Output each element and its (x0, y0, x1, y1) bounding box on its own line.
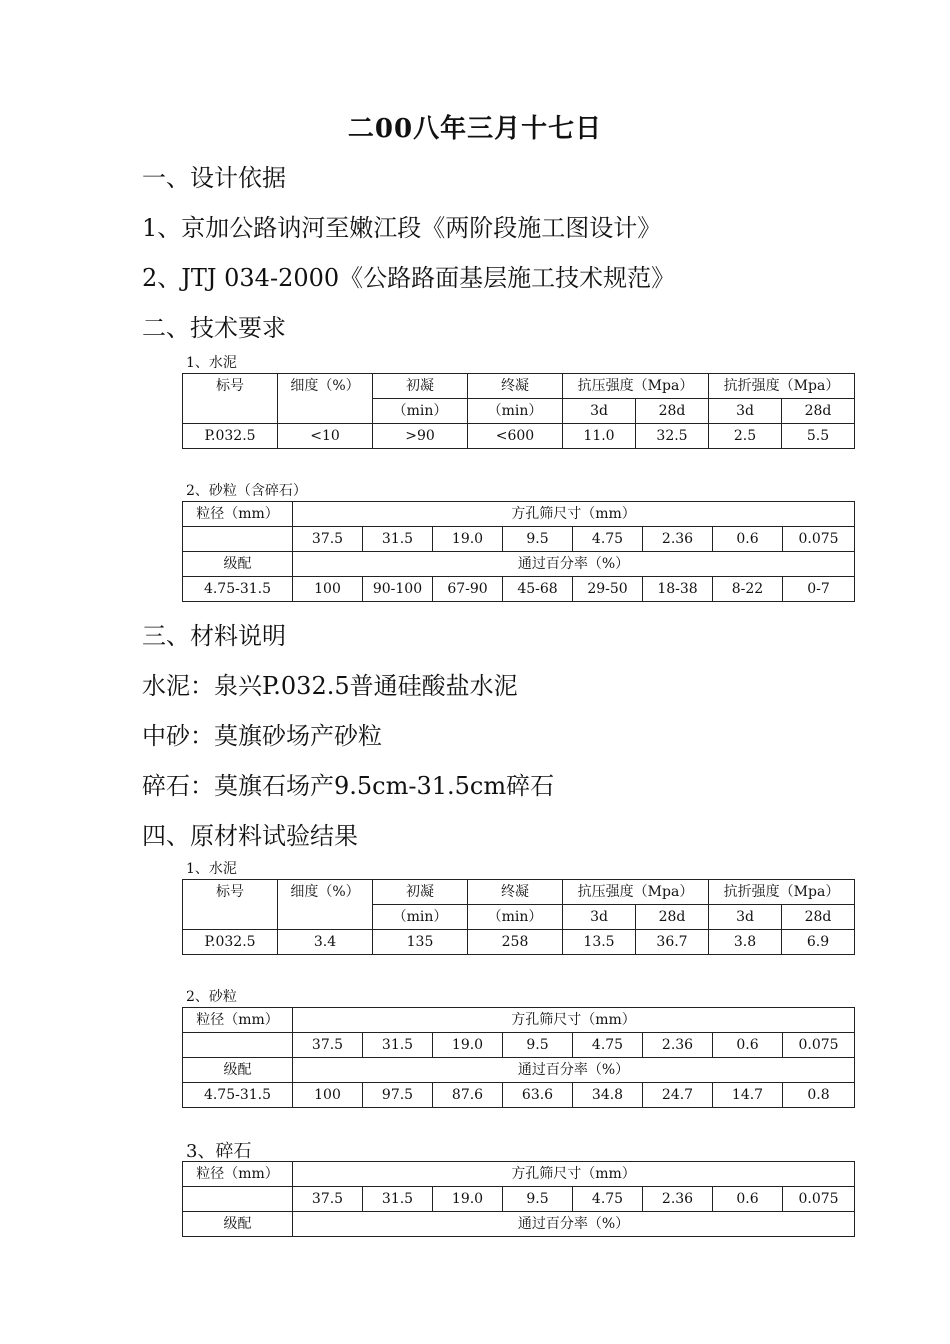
cell: 4.75-31.5 (183, 577, 293, 602)
design-basis-item-1: 1、京加公路讷河至嫩江段《两阶段施工图设计》 (142, 214, 662, 242)
header-fineness: 细度（%） (278, 374, 373, 424)
cell: 6.9 (782, 930, 855, 955)
cell: 100 (293, 1083, 363, 1108)
table-row (183, 930, 855, 955)
header-flexural-strength: 抗折强度（Mpa） (709, 374, 855, 399)
sieve-size: 0.075 (783, 1187, 855, 1212)
cell: 135 (373, 930, 468, 955)
header-particle-size: 粒径（mm） (183, 1162, 293, 1187)
sieve-size: 0.6 (713, 527, 783, 552)
cell: 90-100 (363, 577, 433, 602)
table-row (183, 577, 855, 602)
cell: <600 (468, 424, 563, 449)
header-comp-28d: 28d (636, 905, 709, 930)
req-sand-caption: 2、砂粒（含碎石） (186, 483, 307, 499)
header-flex-28d: 28d (782, 905, 855, 930)
cell: 3.4 (278, 930, 373, 955)
cell: 4.75-31.5 (183, 1083, 293, 1108)
header-grading: 级配 (183, 552, 293, 577)
res-cement-caption: 1、水泥 (186, 861, 237, 877)
header-particle-size: 粒径（mm） (183, 1008, 293, 1033)
sieve-size: 2.36 (643, 527, 713, 552)
material-sand: 中砂：莫旗砂场产砂粒 (142, 722, 382, 750)
header-sieve-size: 方孔筛尺寸（mm） (293, 1162, 855, 1187)
section-design-basis: 一、设计依据 (142, 164, 286, 192)
table-row (183, 1083, 855, 1108)
header-grade: 标号 (183, 880, 278, 930)
section-tech-requirements: 二、技术要求 (142, 314, 286, 342)
sieve-size: 31.5 (363, 1187, 433, 1212)
cell: 36.7 (636, 930, 709, 955)
cell: 5.5 (782, 424, 855, 449)
sieve-size: 37.5 (293, 1033, 363, 1058)
header-compressive-strength: 抗压强度（Mpa） (563, 374, 709, 399)
header-comp-3d: 3d (563, 905, 636, 930)
cell: 63.6 (503, 1083, 573, 1108)
sieve-size: 37.5 (293, 527, 363, 552)
sieve-size: 4.75 (573, 1187, 643, 1212)
cell: 11.0 (563, 424, 636, 449)
header-initial-set: 初凝 (373, 880, 468, 905)
res-sand-table (182, 1007, 855, 1108)
cell-empty (183, 527, 293, 552)
cell: 32.5 (636, 424, 709, 449)
sieve-size: 4.75 (573, 1033, 643, 1058)
header-initial-unit: （min） (373, 905, 468, 930)
cell: <10 (278, 424, 373, 449)
header-initial-set: 初凝 (373, 374, 468, 399)
req-sand-table (182, 501, 855, 602)
header-comp-28d: 28d (636, 399, 709, 424)
req-cement-table (182, 373, 855, 449)
cell: 13.5 (563, 930, 636, 955)
header-final-set: 终凝 (468, 880, 563, 905)
cell: 45-68 (503, 577, 573, 602)
sieve-size: 2.36 (643, 1033, 713, 1058)
cell: 18-38 (643, 577, 713, 602)
cell: 29-50 (573, 577, 643, 602)
sieve-size: 0.075 (783, 527, 855, 552)
header-passing-rate: 通过百分率（%） (293, 552, 855, 577)
cell: 14.7 (713, 1083, 783, 1108)
header-sieve-size: 方孔筛尺寸（mm） (293, 1008, 855, 1033)
section-test-results: 四、原材料试验结果 (142, 822, 358, 850)
header-flex-3d: 3d (709, 399, 782, 424)
res-gravel-caption: 3、碎石 (186, 1141, 252, 1162)
sieve-size: 2.36 (643, 1187, 713, 1212)
header-final-unit: （min） (468, 399, 563, 424)
sieve-size: 9.5 (503, 1187, 573, 1212)
header-initial-unit: （min） (373, 399, 468, 424)
cell: P.032.5 (183, 424, 278, 449)
sieve-size: 19.0 (433, 1187, 503, 1212)
header-fineness: 细度（%） (278, 880, 373, 930)
sieve-size: 9.5 (503, 527, 573, 552)
sieve-size: 19.0 (433, 527, 503, 552)
sieve-size: 19.0 (433, 1033, 503, 1058)
res-cement-table (182, 879, 855, 955)
design-basis-item-2: 2、JTJ 034-2000《公路路面基层施工技术规范》 (142, 264, 676, 292)
cell: 67-90 (433, 577, 503, 602)
cell: 24.7 (643, 1083, 713, 1108)
sieve-size: 37.5 (293, 1187, 363, 1212)
cell: P.032.5 (183, 930, 278, 955)
cell: 0-7 (783, 577, 855, 602)
sieve-size: 31.5 (363, 527, 433, 552)
material-gravel: 碎石：莫旗石场产9.5cm-31.5cm碎石 (142, 772, 555, 800)
sieve-size: 0.075 (783, 1033, 855, 1058)
cell: 258 (468, 930, 563, 955)
cell: >90 (373, 424, 468, 449)
cell: 100 (293, 577, 363, 602)
cell: 97.5 (363, 1083, 433, 1108)
req-cement-caption: 1、水泥 (186, 355, 237, 371)
header-grade: 标号 (183, 374, 278, 424)
sieve-size: 31.5 (363, 1033, 433, 1058)
sieve-size: 0.6 (713, 1187, 783, 1212)
material-cement: 水泥：泉兴P.032.5普通硅酸盐水泥 (142, 672, 518, 700)
header-grading: 级配 (183, 1058, 293, 1083)
section-materials: 三、材料说明 (142, 622, 286, 650)
cell: 2.5 (709, 424, 782, 449)
table-row (183, 424, 855, 449)
res-gravel-table (182, 1161, 855, 1237)
header-particle-size: 粒径（mm） (183, 502, 293, 527)
sieve-size: 4.75 (573, 527, 643, 552)
header-comp-3d: 3d (563, 399, 636, 424)
header-flex-28d: 28d (782, 399, 855, 424)
document-date-title: 二00八年三月十七日 (347, 114, 603, 144)
cell-empty (183, 1033, 293, 1058)
cell: 8-22 (713, 577, 783, 602)
cell: 34.8 (573, 1083, 643, 1108)
cell: 3.8 (709, 930, 782, 955)
cell-empty (183, 1187, 293, 1212)
sieve-size: 0.6 (713, 1033, 783, 1058)
header-final-unit: （min） (468, 905, 563, 930)
res-sand-caption: 2、砂粒 (186, 989, 237, 1005)
cell: 87.6 (433, 1083, 503, 1108)
header-passing-rate: 通过百分率（%） (293, 1212, 855, 1237)
cell: 0.8 (783, 1083, 855, 1108)
header-compressive-strength: 抗压强度（Mpa） (563, 880, 709, 905)
header-flexural-strength: 抗折强度（Mpa） (709, 880, 855, 905)
header-passing-rate: 通过百分率（%） (293, 1058, 855, 1083)
header-flex-3d: 3d (709, 905, 782, 930)
sieve-size: 9.5 (503, 1033, 573, 1058)
header-grading: 级配 (183, 1212, 293, 1237)
header-final-set: 终凝 (468, 374, 563, 399)
header-sieve-size: 方孔筛尺寸（mm） (293, 502, 855, 527)
